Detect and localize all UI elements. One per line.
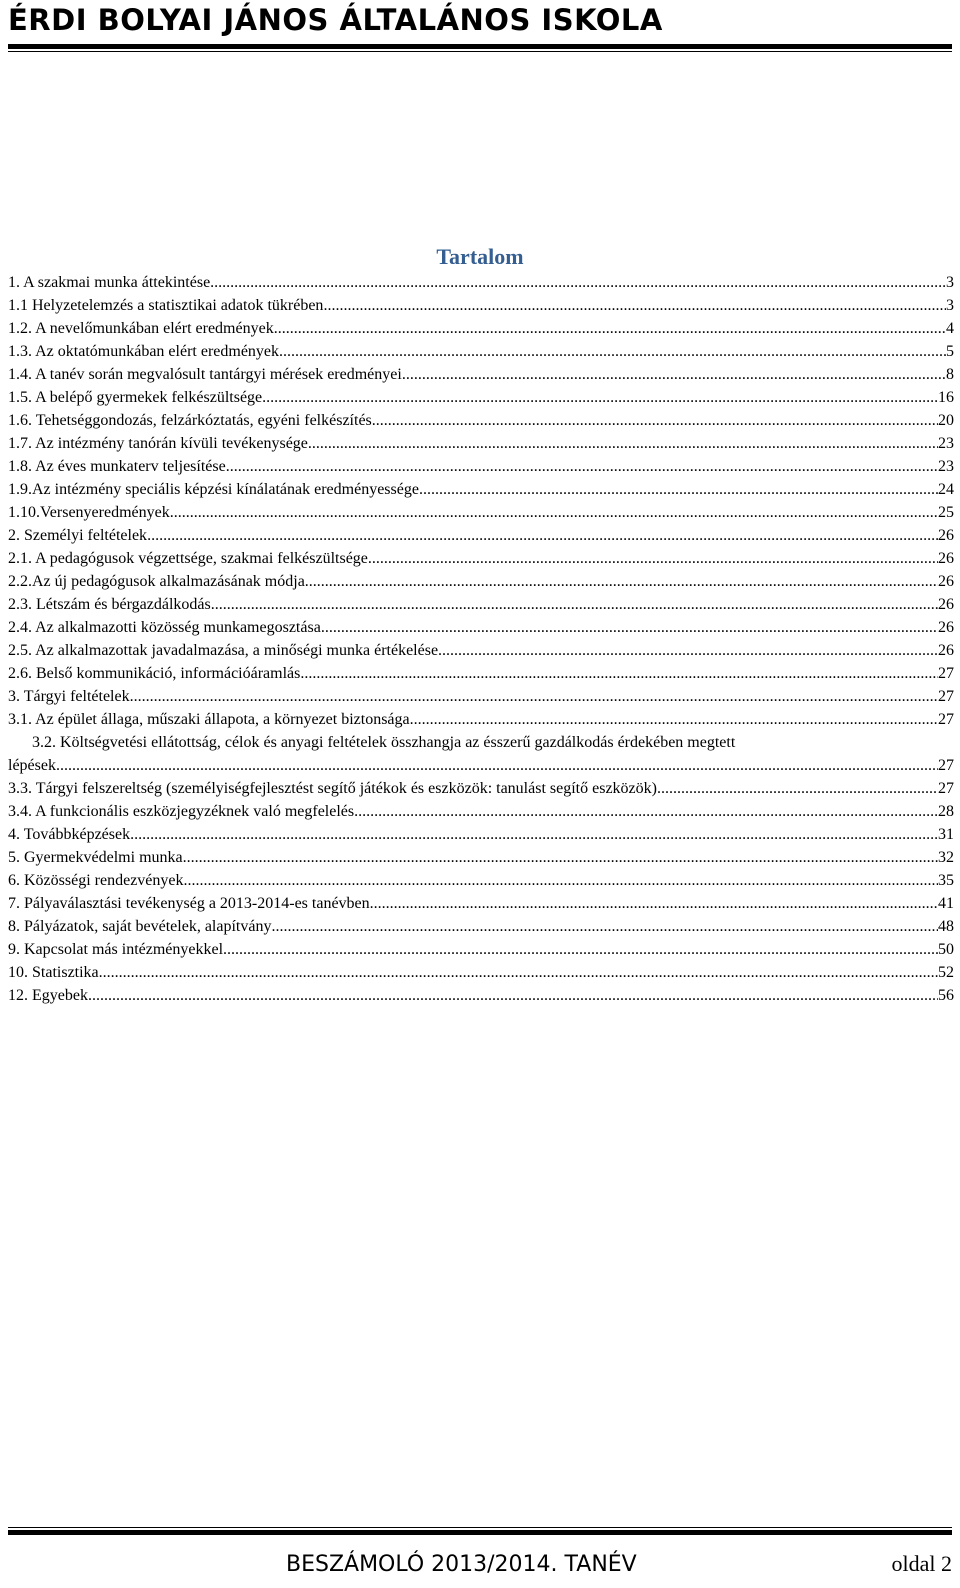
dot-leader [130, 685, 938, 708]
toc-entry-label: 9. Kapcsolat más intézményekkel [8, 941, 224, 958]
toc-entry[interactable] [8, 731, 954, 777]
toc-entry-label: 1.10.Versenyeredmények [8, 504, 170, 521]
page-header [8, 0, 952, 52]
school-name: ÉRDI BOLYAI JÁNOS ÁLTALÁNOS ISKOLA [8, 3, 663, 37]
toc-entry[interactable] [8, 708, 954, 731]
toc-entry-page: 20 [938, 412, 954, 429]
dot-leader [308, 432, 938, 455]
dot-leader [183, 846, 938, 869]
toc-entry[interactable] [8, 271, 954, 294]
toc-entry-label: 3. Tárgyi feltételek [8, 688, 130, 705]
toc-entry-label: 1.6. Tehetséggondozás, felzárkóztatás, egyéni felkészítés [8, 412, 372, 429]
dot-leader [271, 915, 938, 938]
toc-entry[interactable] [8, 524, 954, 547]
dot-leader [279, 340, 946, 363]
dot-leader [657, 777, 938, 800]
dot-leader [305, 570, 938, 593]
dot-leader [223, 938, 938, 961]
toc-entry[interactable] [8, 616, 954, 639]
toc-entry-label: 2.4. Az alkalmazotti közösség munkamegosztása [8, 619, 321, 636]
toc-entry[interactable] [8, 777, 954, 800]
toc-entry[interactable] [8, 501, 954, 524]
dot-leader [372, 409, 938, 432]
toc-entry-label: 1. A szakmai munka áttekintése [8, 274, 211, 291]
toc-entry-label: 3.2. Költségvetési ellátottság, célok és anyagi feltételek összhangja az ésszerű gazdálkodás érdekében megtett [32, 734, 736, 751]
toc-entry[interactable] [8, 409, 954, 432]
toc-entry[interactable] [8, 846, 954, 869]
page-number: oldal 2 [891, 1551, 952, 1576]
dot-leader [211, 593, 938, 616]
toc-entry-page: 26 [938, 573, 954, 590]
toc-entry-page: 25 [938, 504, 954, 521]
report-title: BESZÁMOLÓ 2013/2014. TANÉV [286, 1552, 637, 1577]
toc-entry-page: 35 [938, 872, 954, 889]
toc-entry[interactable] [8, 869, 954, 892]
header-rule-thin [8, 51, 952, 52]
table-of-contents [8, 271, 954, 1007]
toc-entry[interactable] [8, 478, 954, 501]
toc-entry[interactable] [8, 800, 954, 823]
toc-entry-label: 7. Pályaválasztási tevékenység a 2013-2014-es tanévben [8, 895, 370, 912]
toc-entry-page: 26 [938, 596, 954, 613]
toc-entry-page: 26 [938, 642, 954, 659]
toc-entry-page: 8 [946, 366, 954, 383]
dot-leader [170, 501, 938, 524]
toc-entry-label: 3.1. Az épület állaga, műszaki állapota, a környezet biztonsága [8, 711, 410, 728]
toc-entry[interactable] [8, 915, 954, 938]
toc-entry[interactable] [8, 892, 954, 915]
toc-entry-page: 3 [946, 274, 954, 291]
toc-entry[interactable] [8, 386, 954, 409]
toc-entry-label: 1.1 Helyzetelemzés a statisztikai adatok tükrében [8, 297, 324, 314]
toc-entry[interactable] [8, 570, 954, 593]
toc-entry[interactable] [8, 662, 954, 685]
toc-entry-page: 26 [938, 527, 954, 544]
dot-leader [300, 662, 938, 685]
toc-entry-page: 28 [938, 803, 954, 820]
toc-entry-page: 41 [938, 895, 954, 912]
toc-entry-page: 48 [938, 918, 954, 935]
dot-leader [410, 708, 938, 731]
footer-rule-thick [8, 1530, 952, 1535]
toc-entry-label: 8. Pályázatok, saját bevételek, alapítvány [8, 918, 272, 935]
dot-leader [56, 754, 938, 777]
toc-entry-label: 2.2.Az új pedagógusok alkalmazásának módja [8, 573, 305, 590]
dot-leader [419, 478, 938, 501]
toc-entry-label: 5. Gyermekvédelmi munka [8, 849, 183, 866]
dot-leader [438, 639, 938, 662]
toc-entry-label: 2.1. A pedagógusok végzettsége, szakmai felkészültsége [8, 550, 368, 567]
toc-entry-label: 1.5. A belépő gyermekek felkészültsége [8, 389, 263, 406]
dot-leader [184, 869, 939, 892]
dot-leader [147, 524, 938, 547]
dot-leader [210, 271, 946, 294]
toc-entry[interactable] [8, 363, 954, 386]
toc-entry-label: 1.2. A nevelőmunkában elért eredmények [8, 320, 274, 337]
dot-leader [370, 892, 938, 915]
toc-entry[interactable] [8, 823, 954, 846]
toc-entry-page: 32 [938, 849, 954, 866]
toc-entry[interactable] [8, 984, 954, 1007]
toc-entry-page: 52 [938, 964, 954, 981]
dot-leader [274, 317, 946, 340]
toc-entry-label: 2.6. Belső kommunikáció, információáramlás [8, 665, 301, 682]
toc-entry-page: 50 [938, 941, 954, 958]
dot-leader [321, 616, 938, 639]
toc-entry-page: 26 [938, 550, 954, 567]
toc-entry-page: 27 [938, 688, 954, 705]
toc-entry[interactable] [8, 593, 954, 616]
dot-leader [402, 363, 946, 386]
toc-title: Tartalom [436, 244, 524, 269]
toc-entry-page: 27 [938, 757, 954, 774]
dot-leader [368, 547, 938, 570]
dot-leader [130, 823, 938, 846]
toc-entry-label: 1.9.Az intézmény speciális képzési kínálatának eredményessége [8, 481, 419, 498]
toc-entry-page: 24 [938, 481, 954, 498]
toc-entry[interactable] [8, 639, 954, 662]
footer-rule-thin [8, 1527, 952, 1528]
dot-leader [354, 800, 938, 823]
toc-entry[interactable] [8, 685, 954, 708]
toc-entry-label: 2.3. Létszám és bérgazdálkodás [8, 596, 211, 613]
toc-entry[interactable] [8, 340, 954, 363]
toc-entry[interactable] [8, 294, 954, 317]
toc-entry-label: 2. Személyi feltételek [8, 527, 148, 544]
toc-entry-label: 10. Statisztika [8, 964, 99, 981]
header-rule-thick [8, 44, 952, 49]
toc-entry-label: 3.3. Tárgyi felszereltség (személyiségfejlesztést segítő játékok és eszközök: tanulást segítő eszközök) [8, 780, 657, 797]
toc-entry-page: 16 [938, 389, 954, 406]
toc-entry-page: 5 [946, 343, 954, 360]
toc-entry-page: 31 [938, 826, 954, 843]
toc-entry-label: 6. Közösségi rendezvények [8, 872, 184, 889]
toc-entry-page: 23 [938, 458, 954, 475]
toc-entry[interactable] [8, 547, 954, 570]
toc-entry-page: 23 [938, 435, 954, 452]
dot-leader [262, 386, 938, 409]
toc-entry-page: 27 [938, 780, 954, 797]
toc-entry-page: 27 [938, 665, 954, 682]
toc-entry[interactable] [8, 432, 954, 455]
toc-entry-label: 3.4. A funkcionális eszközjegyzéknek való megfelelés [8, 803, 355, 820]
dot-leader [88, 984, 938, 1007]
toc-entry-label-continued: lépések [8, 757, 56, 774]
toc-entry[interactable] [8, 938, 954, 961]
toc-entry-page: 26 [938, 619, 954, 636]
toc-entry[interactable] [8, 961, 954, 984]
dot-leader [99, 961, 938, 984]
toc-entry-label: 1.4. A tanév során megvalósult tantárgyi mérések eredményei [8, 366, 402, 383]
toc-entry-page: 3 [946, 297, 954, 314]
toc-entry-label: 12. Egyebek [8, 987, 88, 1004]
toc-entry[interactable] [8, 455, 954, 478]
toc-entry-page: 4 [946, 320, 954, 337]
toc-entry-label: 1.8. Az éves munkaterv teljesítése [8, 458, 226, 475]
page-footer [8, 1527, 952, 1577]
dot-leader [226, 455, 938, 478]
toc-entry-page: 27 [938, 711, 954, 728]
toc-entry-label: 1.3. Az oktatómunkában elért eredmények [8, 343, 280, 360]
toc-entry-label: 1.7. Az intézmény tanórán kívüli tevékenysége [8, 435, 308, 452]
toc-entry-label: 4. Továbbképzések [8, 826, 131, 843]
toc-entry-label: 2.5. Az alkalmazottak javadalmazása, a minőségi munka értékelése [8, 642, 439, 659]
toc-entry-page: 56 [938, 987, 954, 1004]
dot-leader [323, 294, 946, 317]
toc-entry[interactable] [8, 317, 954, 340]
